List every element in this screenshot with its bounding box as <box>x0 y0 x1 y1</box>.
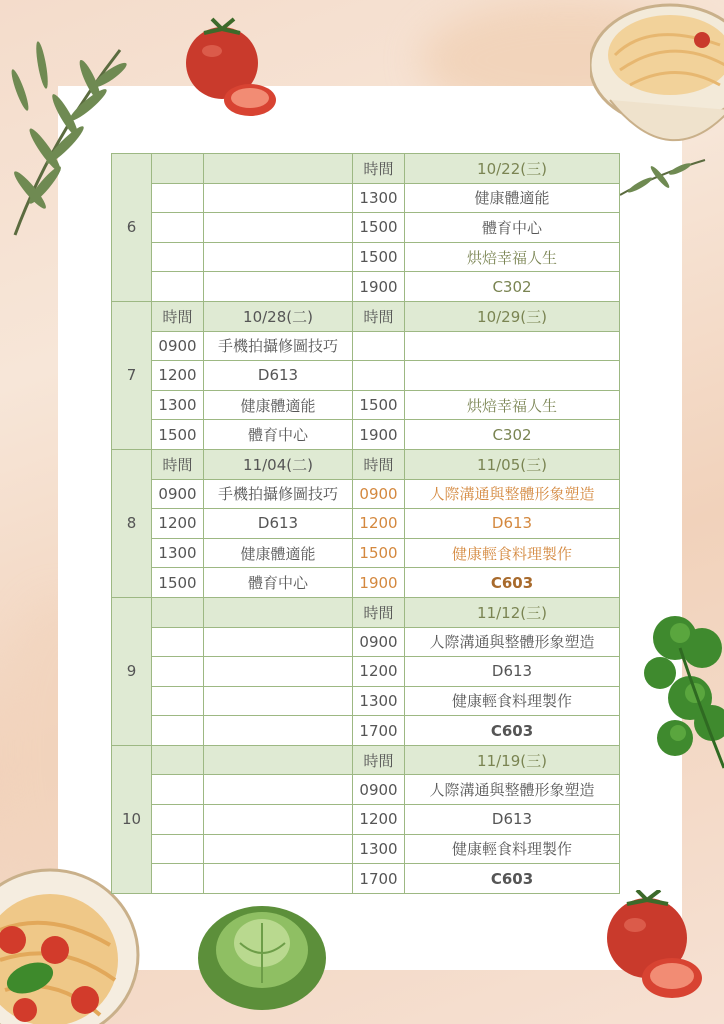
right-course: 人際溝通與整體形象塑造 <box>405 775 620 805</box>
schedule-row <box>112 479 620 509</box>
left-time: 1200 <box>152 361 204 391</box>
left-course <box>204 775 353 805</box>
time-header: 時間 <box>353 154 405 184</box>
schedule-row <box>112 183 620 213</box>
week-header-row <box>112 597 620 627</box>
schedule-row <box>112 361 620 391</box>
week-header-row <box>112 154 620 184</box>
week-number: 6 <box>112 154 152 302</box>
schedule-row <box>112 834 620 864</box>
week-header-row <box>112 745 620 775</box>
left-course: 體育中心 <box>204 568 353 598</box>
right-course: 健康輕食料理製作 <box>405 834 620 864</box>
schedule-row <box>112 716 620 746</box>
date-right: 11/05(三) <box>405 449 620 479</box>
right-course: C302 <box>405 420 620 450</box>
right-time: 0900 <box>353 479 405 509</box>
left-time: 1500 <box>152 420 204 450</box>
right-course <box>405 361 620 391</box>
right-time: 1500 <box>353 242 405 272</box>
left-time <box>152 242 204 272</box>
left-course <box>204 627 353 657</box>
schedule-row <box>112 568 620 598</box>
schedule-row <box>112 272 620 302</box>
week-header-row <box>112 301 620 331</box>
left-course: D613 <box>204 361 353 391</box>
date-right: 10/29(三) <box>405 301 620 331</box>
schedule-row <box>112 775 620 805</box>
left-time <box>152 272 204 302</box>
time-header: 時間 <box>353 597 405 627</box>
date-right: 11/12(三) <box>405 597 620 627</box>
left-course: 健康體適能 <box>204 538 353 568</box>
schedule-row <box>112 805 620 835</box>
left-course <box>204 657 353 687</box>
left-course <box>204 864 353 894</box>
left-course: 手機拍攝修圖技巧 <box>204 331 353 361</box>
schedule-row <box>112 686 620 716</box>
date-right: 11/19(三) <box>405 745 620 775</box>
right-course: C603 <box>405 716 620 746</box>
right-course: 體育中心 <box>405 213 620 243</box>
right-course: D613 <box>405 509 620 539</box>
tomato-icon <box>182 15 282 120</box>
right-course: 人際溝通與整體形象塑造 <box>405 479 620 509</box>
right-time: 0900 <box>353 775 405 805</box>
right-time: 1900 <box>353 568 405 598</box>
schedule-table <box>111 153 620 894</box>
left-course: 健康體適能 <box>204 390 353 420</box>
right-time: 1700 <box>353 716 405 746</box>
left-time: 0900 <box>152 479 204 509</box>
left-time: 1300 <box>152 390 204 420</box>
left-time <box>152 686 204 716</box>
left-course <box>204 716 353 746</box>
right-course: 烘焙幸福人生 <box>405 390 620 420</box>
time-header <box>152 154 204 184</box>
date-left: 10/28(二) <box>204 301 353 331</box>
left-time <box>152 183 204 213</box>
parsley-icon <box>640 608 724 773</box>
date-left <box>204 154 353 184</box>
right-time: 1300 <box>353 834 405 864</box>
time-header: 時間 <box>353 301 405 331</box>
tomato-icon <box>602 890 712 1005</box>
right-time: 1200 <box>353 805 405 835</box>
right-course: C603 <box>405 864 620 894</box>
schedule-row <box>112 420 620 450</box>
left-course: D613 <box>204 509 353 539</box>
schedule-row <box>112 331 620 361</box>
date-left <box>204 597 353 627</box>
schedule-row <box>112 627 620 657</box>
right-course: 健康體適能 <box>405 183 620 213</box>
left-course <box>204 834 353 864</box>
left-time <box>152 805 204 835</box>
left-time <box>152 213 204 243</box>
right-time: 1500 <box>353 538 405 568</box>
time-header: 時間 <box>152 301 204 331</box>
time-header: 時間 <box>353 449 405 479</box>
right-time: 0900 <box>353 627 405 657</box>
left-course <box>204 242 353 272</box>
week-number: 8 <box>112 449 152 597</box>
right-time: 1900 <box>353 272 405 302</box>
week-number: 7 <box>112 301 152 449</box>
schedule-row <box>112 657 620 687</box>
time-header: 時間 <box>353 745 405 775</box>
left-time: 1200 <box>152 509 204 539</box>
schedule-row <box>112 213 620 243</box>
left-time <box>152 627 204 657</box>
right-time <box>353 331 405 361</box>
week-number: 9 <box>112 597 152 745</box>
pasta-bowl-icon <box>590 0 724 170</box>
right-course: C603 <box>405 568 620 598</box>
right-time: 1200 <box>353 509 405 539</box>
left-time: 1500 <box>152 568 204 598</box>
time-header <box>152 597 204 627</box>
schedule-row <box>112 864 620 894</box>
date-left: 11/04(二) <box>204 449 353 479</box>
right-time: 1300 <box>353 686 405 716</box>
right-course: C302 <box>405 272 620 302</box>
schedule-row <box>112 538 620 568</box>
right-time: 1500 <box>353 390 405 420</box>
cabbage-icon <box>195 888 330 1013</box>
date-right: 10/22(三) <box>405 154 620 184</box>
left-course <box>204 272 353 302</box>
right-time: 1900 <box>353 420 405 450</box>
week-header-row <box>112 449 620 479</box>
left-time <box>152 864 204 894</box>
left-course <box>204 805 353 835</box>
right-course: D613 <box>405 805 620 835</box>
week-number: 10 <box>112 745 152 893</box>
schedule-row <box>112 390 620 420</box>
right-time: 1700 <box>353 864 405 894</box>
date-left <box>204 745 353 775</box>
time-header <box>152 745 204 775</box>
right-course: 人際溝通與整體形象塑造 <box>405 627 620 657</box>
right-time: 1200 <box>353 657 405 687</box>
right-course: D613 <box>405 657 620 687</box>
right-course <box>405 331 620 361</box>
schedule-row <box>112 242 620 272</box>
left-course: 體育中心 <box>204 420 353 450</box>
rosemary-icon <box>615 155 710 205</box>
left-time <box>152 834 204 864</box>
left-course <box>204 213 353 243</box>
right-time <box>353 361 405 391</box>
right-time: 1300 <box>353 183 405 213</box>
left-time: 1300 <box>152 538 204 568</box>
left-course: 手機拍攝修圖技巧 <box>204 479 353 509</box>
left-time <box>152 775 204 805</box>
left-course <box>204 183 353 213</box>
right-course: 健康輕食料理製作 <box>405 538 620 568</box>
right-course: 健康輕食料理製作 <box>405 686 620 716</box>
left-time: 0900 <box>152 331 204 361</box>
left-time <box>152 657 204 687</box>
right-time: 1500 <box>353 213 405 243</box>
left-course <box>204 686 353 716</box>
time-header: 時間 <box>152 449 204 479</box>
schedule-row <box>112 509 620 539</box>
left-time <box>152 716 204 746</box>
right-course: 烘焙幸福人生 <box>405 242 620 272</box>
